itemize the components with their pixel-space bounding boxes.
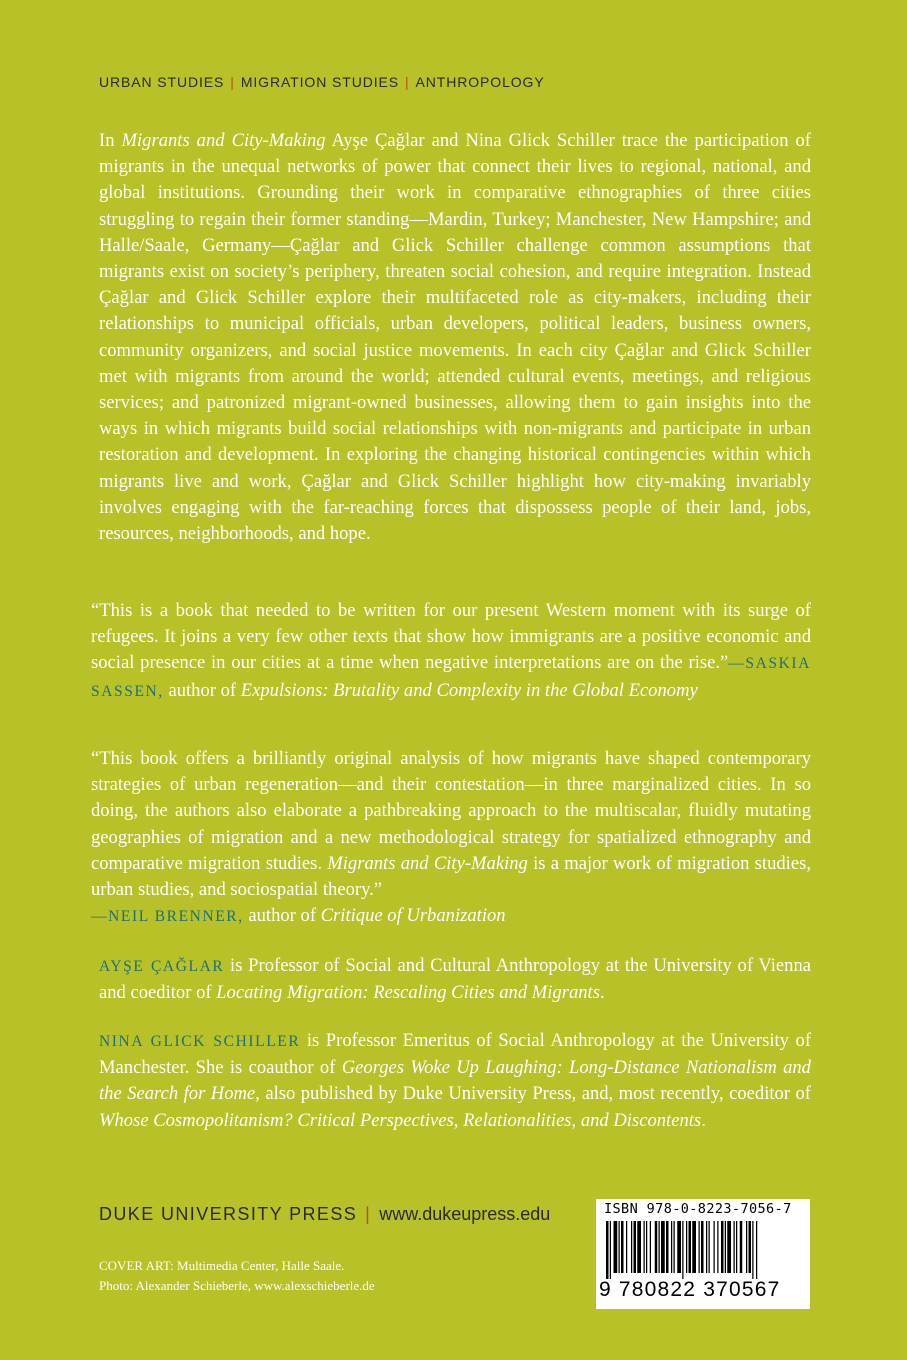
bio-name: NINA GLICK SCHILLER — [99, 1033, 301, 1050]
publisher-line — [99, 1204, 550, 1225]
quote-author-role: author of — [163, 679, 241, 701]
quote-author-work: Critique of Urbanization — [320, 905, 506, 927]
isbn-barcode — [596, 1199, 810, 1309]
isbn-label: ISBN 978-0-8223-7056-7 — [604, 1201, 792, 1217]
cover-art-credit: COVER ART: Multimedia Center, Halle Saale. — [99, 1258, 345, 1273]
quote-title-mention: Migrants and City-Making — [327, 852, 528, 874]
photo-credit: Photo: Alexander Schieberle, www.alexschieberle.de — [99, 1278, 375, 1293]
endorsement-quote-brenner — [91, 746, 811, 930]
quote-text-end: is a major work of migration studies, urban studies, and sociospatial theory.” — [91, 852, 811, 901]
category-anthropology: ANTHROPOLOGY — [415, 74, 545, 90]
blurb-intro: In — [99, 130, 122, 151]
blurb-body: Ayşe Çağlar and Nina Glick Schiller trace the participation of migrants in the unequal networks of power that connect their lives to regional, national, and global institutions. Grounding their work in comparative ethnographies of three cities struggling to regain their former standing—Mardin, Turkey; Manchester, New Hampshire; and Halle/Saale, Germany—Çağlar and Glick Schiller challenge common assumptions that migrants exist on society’s periphery, threaten social cohesion, and require integration. Instead Çağlar and Glick Schiller explore their multifaceted role as city-makers, including their relationships to municipal officials, urban developers, political leaders, business owners, community organizers, and social justice movements. In each city Çağlar and Glick Schiller met with migrants from around the world; attended cultural events, meetings, and religious services; and patronized migrant-owned businesses, allowing them to gain insights into the ways in which migrants build social relationships with non-migrants and participate in urban restoration and development. In exploring the changing historical contingencies within which migrants live and work, Çağlar and Glick Schiller highlight how city-making invariably involves engaging with the far-reaching forces that dispossess people of their land, jobs, resources, neighborhoods, and hope. — [99, 130, 811, 545]
publisher-url[interactable]: www.dukeupress.edu — [379, 1204, 551, 1224]
subject-categories — [99, 74, 545, 90]
bio-work: Locating Migration: Rescaling Cities and Migrants — [216, 982, 600, 1004]
publisher-divider: | — [365, 1204, 372, 1224]
quote-dash: — — [91, 908, 109, 926]
category-urban-studies: URBAN STUDIES — [99, 74, 225, 90]
publisher-name: DUKE UNIVERSITY PRESS — [99, 1204, 358, 1224]
quote-author-role: author of — [243, 905, 321, 927]
bio-work-1: Georges Woke Up Laughing: Long-Distance Nationalism and the Search for Home — [99, 1057, 811, 1105]
bio-mid: , also published by Duke University Press, and, most recently, coeditor of — [255, 1083, 811, 1105]
bio-end: . — [701, 1109, 706, 1131]
barcode-digits: 9 780822 370567 — [599, 1278, 781, 1301]
cover-credits — [99, 1256, 375, 1296]
category-divider: | — [230, 74, 235, 90]
barcode-icon — [606, 1221, 800, 1279]
author-bio-glick-schiller — [99, 1028, 811, 1134]
bio-work-2: Whose Cosmopolitanism? Critical Perspectives, Relationalities, and Discontents — [99, 1109, 702, 1131]
bio-text: is Professor Emeritus of Social Anthropology at the University of Manchester. She is coauthor of — [99, 1030, 812, 1079]
quote-dash: — — [728, 655, 746, 673]
quote-text: “This book offers a brilliantly original analysis of how migrants have shaped contemporary strategies of urban regeneration—and their contestation—in three marginalized cities. In so doing, the authors also elaborate a pathbreaking approach to the multiscalar, fluidly mutating geographies of migration and a new methodological strategy for spatialized ethnography and comparative migration studies. — [91, 748, 811, 874]
bio-end: . — [599, 982, 605, 1004]
bio-name: AYŞE ÇAĞLAR — [99, 958, 225, 975]
endorsement-quote-sassen — [91, 598, 811, 705]
category-divider: | — [405, 74, 410, 90]
quote-author: NEIL BRENNER, — [108, 908, 244, 926]
quote-author: SASKIA SASSEN, — [91, 655, 811, 700]
quote-author-work: Expulsions: Brutality and Complexity in the Global Economy — [240, 679, 698, 701]
author-bio-caglar — [99, 953, 811, 1006]
bio-text: is Professor of Social and Cultural Anthropology at the University of Vienna and coeditor of — [99, 955, 811, 1004]
description-blurb — [99, 128, 811, 547]
blurb-book-title: Migrants and City-Making — [121, 130, 326, 151]
quote-text: “This is a book that needed to be written for our present Western moment with its surge of refugees. It joins a very few other texts that show how immigrants are a positive economic and social presence in our cities at a time when negative interpretations are on the rise.” — [91, 600, 811, 674]
category-migration-studies: MIGRATION STUDIES — [240, 74, 399, 90]
